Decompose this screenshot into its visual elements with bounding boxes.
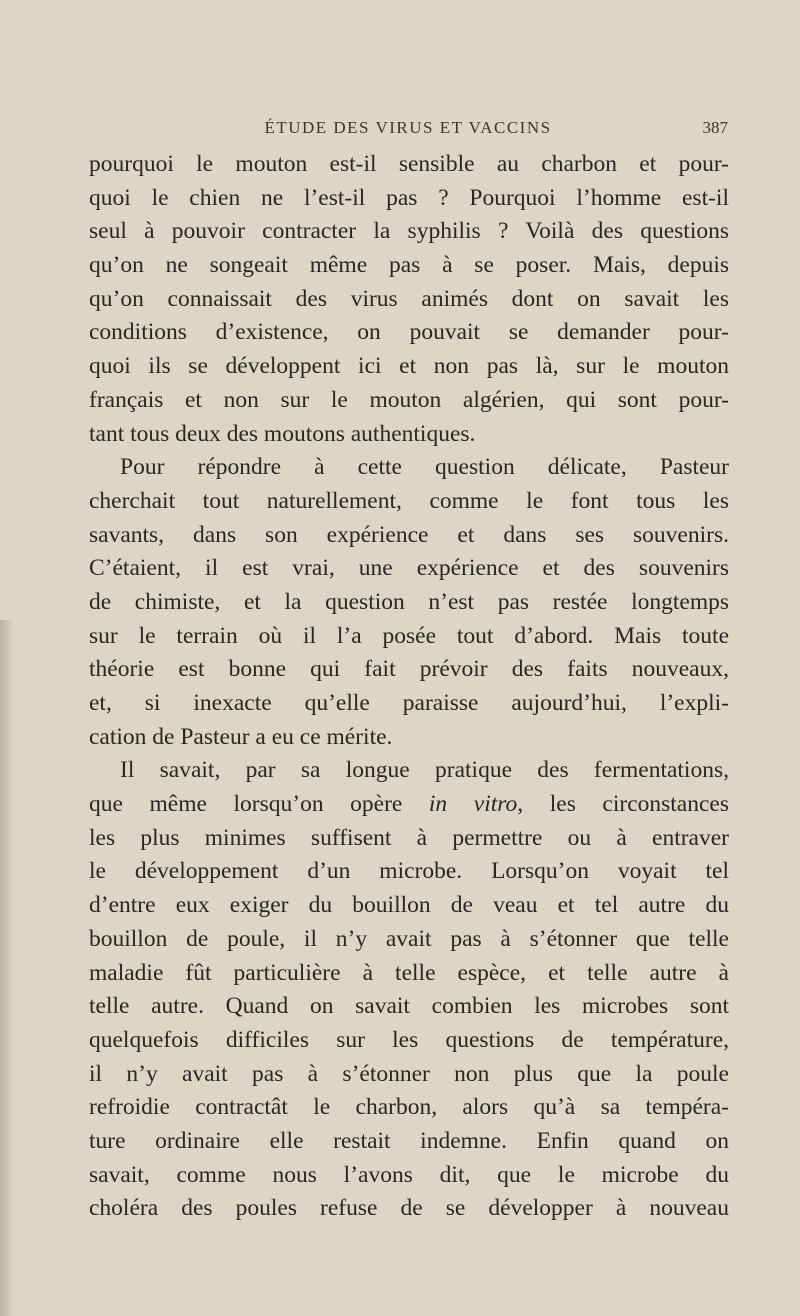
text-line: tant tous deux des moutons authentiques. — [89, 420, 476, 447]
text-line: refroidie contractât le charbon, alors qu’à sa tempéra- — [89, 1094, 729, 1121]
text-line: bouillon de poule, il n’y avait pas à s’étonner que telle — [89, 925, 729, 952]
text-line: le développement d’un microbe. Lorsqu’on voyait tel — [89, 858, 729, 885]
text-line: cation de Pasteur a eu ce mérite. — [89, 723, 393, 750]
running-head — [88, 118, 728, 142]
page-shadow-edge — [0, 620, 12, 1316]
text-line: il n’y avait pas à s’étonner non plus que la poule — [89, 1060, 729, 1087]
text-line: maladie fût particulière à telle espèce, et telle autre à — [89, 959, 729, 986]
text-line: quelquefois difficiles sur les questions de température, — [89, 1026, 729, 1053]
page-number: 387 — [702, 118, 728, 137]
text-line: français et non sur le mouton algérien, qui sont pour- — [89, 386, 729, 413]
text-line — [89, 788, 729, 822]
text-line: telle autre. Quand on savait combien les microbes sont — [89, 993, 729, 1020]
text-line: Il savait, par sa longue pratique des fermentations, — [120, 757, 729, 784]
text-line: qu’on connaissait des virus animés dont on savait les — [89, 285, 729, 312]
text-line: Pour répondre à cette question délicate, Pasteur — [120, 454, 729, 481]
text-line: choléra des poules refuse de se développer à nouveau — [89, 1195, 729, 1222]
text-line: de chimiste, et la question n’est pas restée longtemps — [89, 588, 729, 615]
text-line: conditions d’existence, on pouvait se demander pour- — [89, 319, 729, 346]
text-line: quoi ils se développent ici et non pas là, sur le mouton — [89, 353, 729, 380]
running-title: ÉTUDE DES VIRUS ET VACCINS — [264, 118, 552, 137]
text-line: et, si inexacte qu’elle paraisse aujourd’hui, l’expli- — [89, 690, 729, 716]
text-line: pourquoi le mouton est-il sensible au charbon et pour- — [89, 151, 729, 177]
text-line: qu’on ne songeait même pas à se poser. Mais, depuis — [89, 252, 729, 279]
text-line: sur le terrain où il l’a posée tout d’abord. Mais toute — [89, 622, 729, 649]
text-line: théorie est bonne qui fait prévoir des faits nouveaux, — [89, 656, 729, 683]
body-text — [89, 148, 729, 1226]
text-line: d’entre eux exiger du bouillon de veau et tel autre du — [89, 892, 729, 919]
text-line: savait, comme nous l’avons dit, que le microbe du — [89, 1161, 729, 1188]
italic-phrase: in vitro — [428, 791, 518, 818]
text-line: les plus minimes suffisent à permettre ou à entraver — [89, 824, 729, 851]
text-line: savants, dans son expérience et dans ses souvenirs. — [89, 521, 729, 548]
text-line: seul à pouvoir contracter la syphilis ? Voilà des questions — [89, 218, 729, 245]
text-segment: que même lorsqu’on opère — [89, 791, 429, 818]
text-line: cherchait tout naturellement, comme le font tous les — [89, 487, 729, 514]
text-segment: , les circonstances — [517, 791, 729, 818]
text-line: ture ordinaire elle restait indemne. Enfin quand on — [89, 1127, 729, 1154]
text-line: C’étaient, il est vrai, une expérience et des souvenirs — [89, 555, 729, 582]
text-line: quoi le chien ne l’est-il pas ? Pourquoi l’homme est-il — [89, 184, 729, 211]
